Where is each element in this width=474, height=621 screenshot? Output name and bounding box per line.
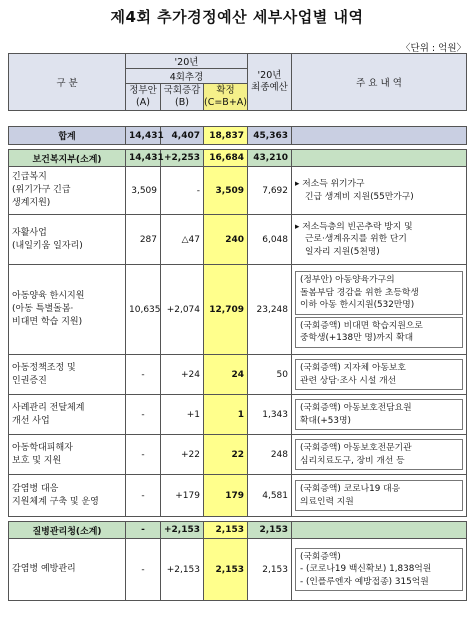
header-category: 구 분	[9, 54, 126, 111]
row-total: 합계 14,431 4,407 18,837 45,363	[9, 127, 467, 145]
header-gov: 정부안 (A)	[126, 84, 161, 111]
table-row: 감염병 예방관리 - +2,153 2,153 2,153 (국회증액) - (코로나19 백신확보) 1,838억원 - (인플루엔자 예방접종) 315억원	[9, 539, 467, 601]
table-row: 아동정책조정 및 인권증진 - +24 24 50 (국회증액) 지자체 아동보호 관련 상담·조사 시설 개선	[9, 355, 467, 395]
header-assembly: 국회증감 (B)	[161, 84, 204, 111]
table-row: 자활사업 (내일키움 일자리) 287 △47 240 6,048 ▸ 저소득층의 빈곤추락 방지 및 근로·생계유지를 위한 단기 일자리 지원(5천명)	[9, 215, 467, 265]
header-final: 확정 (C=B+A)	[204, 84, 248, 111]
header-year20: '20년	[126, 54, 248, 69]
table-row: 아동양육 한시지원 (아동 특별돌봄· 비대면 학습 지원) 10,635 +2,074 12,709 23,248 (정부안) 아동양육가구의 돌봄부담 경감을 위한 초등학생 이하 아동 한시지원(532만명) (국회증액) 비대면 학습지원으로 중학생(+138만 명)까지 확대	[9, 265, 467, 355]
row-welfare-subtotal: 보건복지부(소계) 14,431 +2,253 16,684 43,210	[9, 150, 467, 167]
unit-label: 〈단위 : 억원〉	[401, 43, 466, 54]
table-row: 사례관리 전달체계 개선 사업 - +1 1 1,343 (국회증액) 아동보호전담요원 확대(+53명)	[9, 395, 467, 435]
budget-table	[8, 53, 467, 601]
header-supp4: 4회추경	[126, 69, 248, 84]
page-title: 제4회 추가경정예산 세부사업별 내역	[110, 8, 364, 26]
header-main: 주 요 내 역	[292, 54, 467, 111]
table-row: 감염병 대응 지원체계 구축 및 운영 - +179 179 4,581 (국회증액) 코로나19 대응 의료인력 지원	[9, 475, 467, 517]
table-row: 아동학대피해자 보호 및 지원 - +22 22 248 (국회증액) 아동보호전문기관 심리치료도구, 장비 개선 등	[9, 435, 467, 475]
table-row: 긴급복지 (위기가구 긴급 생계지원) 3,509 - 3,509 7,692 ▸ 저소득 위기가구 긴급 생계비 지원(55만가구)	[9, 167, 467, 215]
row-kdca-subtotal: 질병관리청(소계) - +2,153 2,153 2,153	[9, 522, 467, 539]
header-budget20: '20년 최종예산	[248, 54, 292, 111]
